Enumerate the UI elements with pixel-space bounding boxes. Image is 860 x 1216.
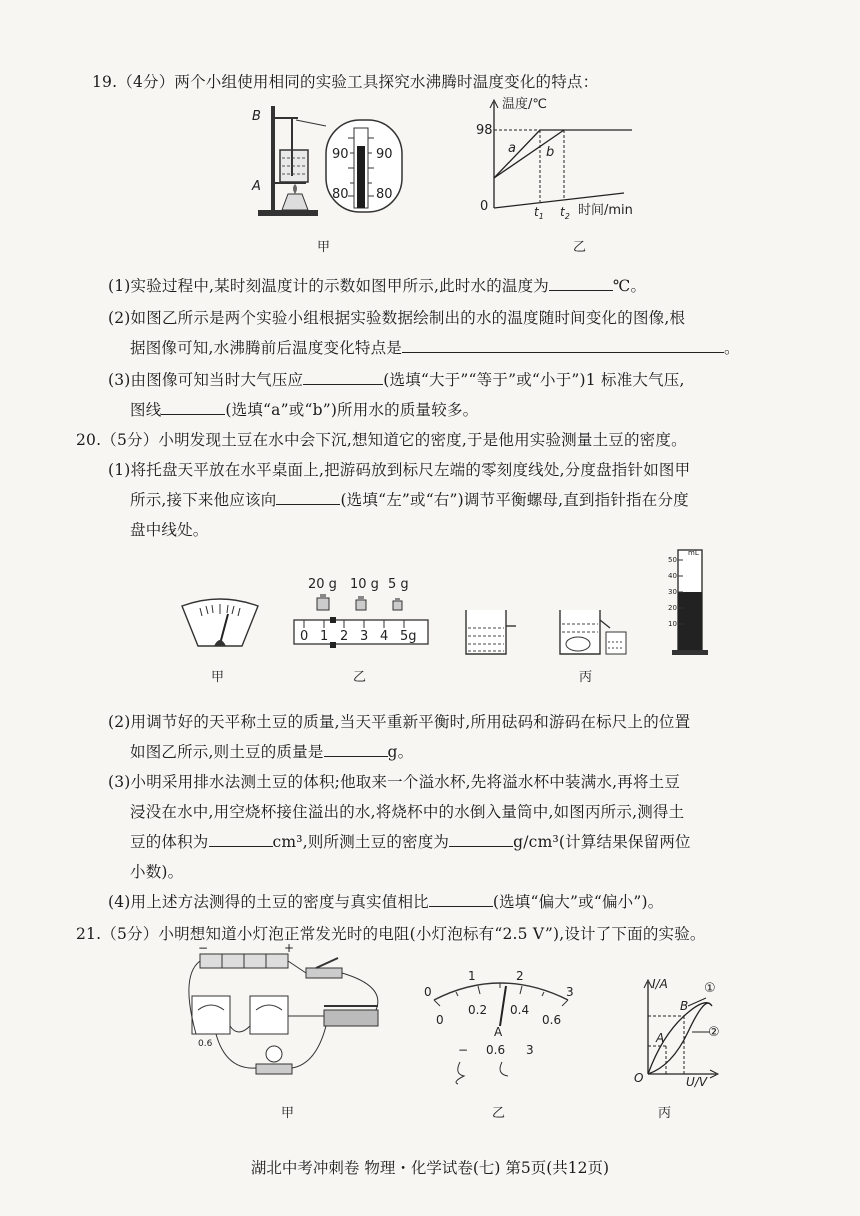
ammeter-unit: A [494, 1025, 503, 1039]
q19-figure-jia [248, 98, 408, 238]
ruler-tick-1: 1 [320, 629, 329, 644]
cyl-tick-20: 20 [668, 604, 677, 612]
weight-20g: 20 g [308, 577, 337, 592]
q20-part2-line2: 如图乙所示,则土豆的质量是 g。 [130, 743, 414, 761]
t1-label: $t_1$ [534, 205, 544, 221]
q20-figure-ruler [292, 574, 432, 664]
weight-10g: 10 g [350, 577, 379, 592]
terminal-minus: − [458, 1043, 469, 1057]
cyl-tick-40: 40 [668, 572, 677, 580]
answer-blank-pressure[interactable] [303, 370, 383, 385]
ruler-tick-3: 3 [360, 629, 369, 644]
graph-y-label: I/A [652, 977, 668, 991]
q21-title: 21.（5分）小明想知道小灯泡正常发光时的电阻(小灯泡标有“2.5 V”),设计了下面的实验。 [76, 925, 706, 943]
q20-part1-line2: 所示,接下来他应该向 (选填“左”或“右”)调节平衡螺母,直到指针指在分度 [130, 491, 689, 509]
answer-blank-line[interactable] [161, 400, 225, 415]
therm-80-left: 80 [332, 187, 349, 202]
q21-caption-yi: 乙 [492, 1106, 506, 1121]
answer-blank-feature[interactable] [402, 338, 724, 353]
therm-80-right: 80 [376, 187, 393, 202]
origin-label: 0 [480, 199, 489, 214]
ruler-tick-2: 2 [340, 629, 349, 644]
cyl-tick-10: 10 [668, 620, 677, 628]
ammeter-outer-1: 1 [468, 969, 476, 983]
graph-x-label: U/V [686, 1075, 708, 1089]
q20-part1-line1: (1)将托盘天平放在水平桌面上,把游码放到标尺左端的零刻度线处,分度盘指针如图甲 [108, 461, 691, 479]
answer-blank-temp[interactable] [549, 276, 613, 291]
q19-caption-yi: 乙 [573, 240, 587, 255]
label-a: A [252, 179, 261, 194]
ruler-tick-4: 4 [380, 629, 389, 644]
ammeter-inner-0.6: 0.6 [542, 1013, 562, 1027]
q20-part2-line1: (2)用调节好的天平称土豆的质量,当天平重新平衡时,所用砝码和游码在标尺上的位置 [108, 713, 691, 731]
q21-figure-iv-graph [632, 976, 722, 1088]
answer-blank-density[interactable] [449, 832, 513, 847]
label-b: B [252, 109, 261, 124]
graph-mark-1: ① [704, 981, 716, 996]
q21-caption-jia: 甲 [281, 1106, 295, 1121]
q20-caption-yi: 乙 [353, 670, 367, 685]
q19-part1: (1)实验过程中,某时刻温度计的示数如图甲所示,此时水的温度为 ℃。 [108, 277, 647, 295]
ammeter-outer-3: 3 [566, 985, 574, 999]
weight-5g: 5 g [388, 577, 409, 592]
q20-caption-jia: 甲 [211, 670, 225, 685]
q20-figure-dial [178, 594, 262, 654]
answer-blank-error[interactable] [429, 892, 493, 907]
q19-part3-line1: (3)由图像可知当时大气压应 (选填“大于”“等于”或“小于”)1 标准大气压, [108, 371, 685, 389]
ammeter-outer-0: 0 [424, 985, 432, 999]
q21-figure-ammeter [424, 966, 580, 1086]
ruler-tick-0: 0 [300, 629, 309, 644]
line-b-label: b [546, 145, 555, 160]
graph-origin: O [634, 1071, 644, 1085]
q20-part3-line1: (3)小明采用排水法测土豆的体积;他取来一个溢水杯,先将溢水杯中装满水,再将土豆 [108, 773, 681, 791]
q19-part2-line2: 据图像可知,水沸腾前后温度变化特点是 。 [130, 339, 740, 357]
graph-point-b: B [680, 999, 689, 1013]
page-footer: 湖北中考冲刺卷 物理・化学试卷(七) 第5页(共12页) [250, 1159, 610, 1177]
terminal-3: 3 [526, 1043, 534, 1057]
graph-mark-2: ② [708, 1025, 720, 1040]
time-axis-label: 时间/min [578, 203, 633, 218]
q19-figure-yi [474, 96, 644, 226]
cyl-tick-30: 30 [668, 588, 677, 596]
q20-figure-beaker [462, 606, 522, 660]
therm-90-right: 90 [376, 147, 393, 162]
line-a-label: a [508, 141, 516, 156]
t2-label: $t_2$ [560, 205, 570, 221]
ruler-tick-5g: 5g [400, 629, 417, 644]
cylinder-unit: mL [688, 549, 699, 557]
q20-figure-cylinder [666, 546, 716, 658]
q20-part1-line3: 盘中线处。 [130, 521, 209, 539]
battery-minus: − [198, 941, 209, 955]
temp-98-label: 98 [476, 123, 493, 138]
q21-figure-circuit [176, 941, 398, 1086]
ammeter-inner-0.4: 0.4 [510, 1003, 530, 1017]
answer-blank-direction[interactable] [276, 490, 340, 505]
q20-part3-line3: 豆的体积为 cm³,则所测土豆的密度为 g/cm³(计算结果保留两位 [130, 833, 691, 851]
q21-caption-bing: 丙 [658, 1106, 672, 1121]
answer-blank-volume[interactable] [209, 832, 273, 847]
q20-part3-line4: 小数)。 [130, 863, 184, 881]
graph-point-a: A [656, 1031, 665, 1045]
q19-title: 19.（4分）两个小组使用相同的实验工具探究水沸腾时温度变化的特点： [92, 73, 599, 91]
ammeter-inner-0: 0 [436, 1013, 444, 1027]
q20-part3-line2: 浸没在水中,用空烧杯接住溢出的水,将烧杯中的水倒入量筒中,如图丙所示,测得土 [130, 803, 685, 821]
q20-caption-bing: 丙 [579, 670, 593, 685]
therm-90-left: 90 [332, 147, 349, 162]
battery-plus: + [284, 941, 295, 955]
q20-figure-overflow [556, 604, 632, 660]
q20-title: 20.（5分）小明发现土豆在水中会下沉,想知道它的密度,于是他用实验测量土豆的密度。 [76, 431, 687, 449]
q19-part2-line1: (2)如图乙所示是两个实验小组根据实验数据绘制出的水的温度随时间变化的图像,根 [108, 309, 686, 327]
meter-0.6-label: 0.6 [198, 1039, 213, 1049]
terminal-0.6: 0.6 [486, 1043, 506, 1057]
q19-caption-jia: 甲 [317, 240, 331, 255]
q20-part4: (4)用上述方法测得的土豆的密度与真实值相比 (选填“偏大”或“偏小”)。 [108, 893, 664, 911]
q19-part3-line2: 图线 (选填“a”或“b”)所用水的质量较多。 [130, 401, 479, 419]
ammeter-inner-0.2: 0.2 [468, 1003, 488, 1017]
ammeter-outer-2: 2 [516, 969, 524, 983]
temp-axis-label: 温度/℃ [502, 97, 547, 112]
cyl-tick-50: 50 [668, 556, 677, 564]
answer-blank-mass[interactable] [324, 742, 388, 757]
